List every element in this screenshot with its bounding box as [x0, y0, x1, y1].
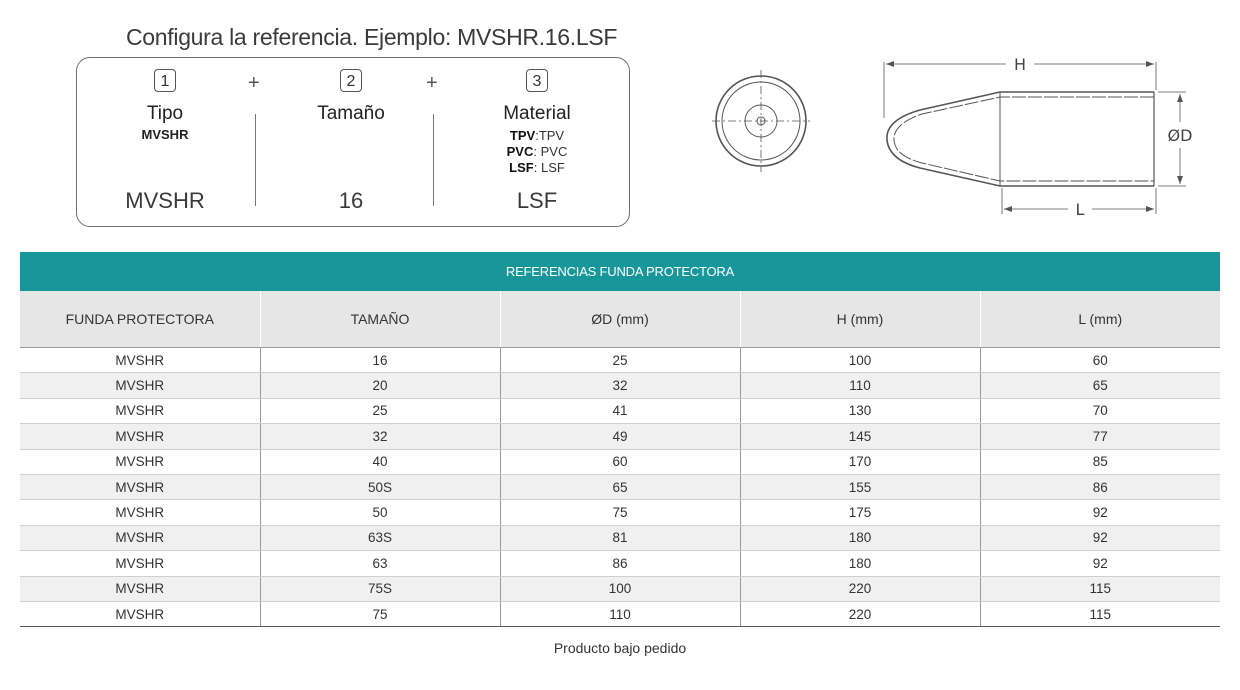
cell-h: 180 [740, 525, 980, 550]
cell-funda: MVSHR [20, 525, 260, 550]
reference-config-box [76, 57, 630, 227]
table-title: REFERENCIAS FUNDA PROTECTORA [20, 252, 1220, 291]
cell-l: 70 [980, 398, 1220, 423]
header-funda-protectora: FUNDA PROTECTORA [20, 291, 260, 348]
footnote: Producto bajo pedido [553, 640, 687, 656]
header-diametro: ØD (mm) [500, 291, 740, 348]
cell-h: 180 [740, 551, 980, 576]
config-column-tipo [115, 58, 215, 213]
table-header-row [20, 291, 1220, 348]
cell-funda: MVSHR [20, 474, 260, 499]
plus-sign: + [426, 72, 438, 94]
column-title-tamano: Tamaño [317, 103, 385, 124]
cell-l: 86 [980, 474, 1220, 499]
table-row [20, 424, 1220, 449]
cell-funda: MVSHR [20, 449, 260, 474]
config-column-material [472, 58, 602, 213]
column-value-material: LSF [516, 188, 558, 213]
cell-tamano: 63 [260, 551, 500, 576]
column-title-material: Material [503, 103, 571, 124]
cell-h: 130 [740, 398, 980, 423]
cell-h: 110 [740, 373, 980, 398]
cell-h: 100 [740, 348, 980, 373]
cell-l: 92 [980, 525, 1220, 550]
cell-tamano: 63S [260, 525, 500, 550]
cell-tamano: 75S [260, 576, 500, 601]
cell-h: 155 [740, 474, 980, 499]
cell-funda: MVSHR [20, 348, 260, 373]
config-title: Configura la referencia. Ejemplo: MVSHR.16.LSF [126, 24, 618, 50]
cell-funda: MVSHR [20, 601, 260, 626]
cell-diametro: 65 [500, 474, 740, 499]
table-row [20, 449, 1220, 474]
header-h: H (mm) [740, 291, 980, 348]
column-title-tipo: Tipo [146, 103, 184, 124]
cell-tamano: 20 [260, 373, 500, 398]
table-row [20, 474, 1220, 499]
cell-funda: MVSHR [20, 373, 260, 398]
cell-diametro: 100 [500, 576, 740, 601]
cell-l: 92 [980, 551, 1220, 576]
dimension-arrows [886, 61, 1183, 212]
material-option-pvc: PVC: PVC [506, 144, 568, 159]
table-row [20, 373, 1220, 398]
column-divider [255, 114, 256, 206]
table-row [20, 348, 1220, 373]
cell-funda: MVSHR [20, 398, 260, 423]
table-row [20, 398, 1220, 423]
column-value-tamano: 16 [338, 188, 364, 213]
cell-tamano: 16 [260, 348, 500, 373]
column-divider [433, 114, 434, 206]
d-dimension-label: ØD [1167, 126, 1193, 145]
table-body [20, 348, 1220, 627]
cell-funda: MVSHR [20, 424, 260, 449]
cell-funda: MVSHR [20, 500, 260, 525]
cell-diametro: 81 [500, 525, 740, 550]
cell-h: 145 [740, 424, 980, 449]
side-view-drawing [884, 62, 1186, 214]
cell-l: 115 [980, 576, 1220, 601]
table-row [20, 525, 1220, 550]
references-table [20, 291, 1220, 627]
cell-funda: MVSHR [20, 551, 260, 576]
cell-diametro: 75 [500, 500, 740, 525]
front-view-drawing [712, 70, 810, 172]
cell-l: 85 [980, 449, 1220, 474]
cell-diametro: 49 [500, 424, 740, 449]
header-l: L (mm) [980, 291, 1220, 348]
config-column-tamano [291, 58, 411, 213]
cell-diametro: 41 [500, 398, 740, 423]
cell-diametro: 110 [500, 601, 740, 626]
cell-tamano: 50 [260, 500, 500, 525]
cell-h: 220 [740, 601, 980, 626]
product-technical-drawing [700, 50, 1200, 230]
table-row [20, 576, 1220, 601]
material-option-lsf: LSF: LSF [509, 160, 565, 175]
h-dimension-label: H [1013, 55, 1027, 74]
material-option-tpv: TPV:TPV [509, 128, 565, 143]
cell-l: 115 [980, 601, 1220, 626]
table-row [20, 500, 1220, 525]
cell-diametro: 32 [500, 373, 740, 398]
cell-h: 170 [740, 449, 980, 474]
cell-diametro: 86 [500, 551, 740, 576]
plus-sign: + [248, 72, 260, 94]
cell-h: 220 [740, 576, 980, 601]
column-sub-tipo: MVSHR [141, 127, 189, 142]
cell-l: 60 [980, 348, 1220, 373]
step-number-3: 3 [526, 69, 548, 92]
cell-tamano: 40 [260, 449, 500, 474]
cell-l: 65 [980, 373, 1220, 398]
cell-l: 92 [980, 500, 1220, 525]
cell-funda: MVSHR [20, 576, 260, 601]
cell-diametro: 60 [500, 449, 740, 474]
cell-diametro: 25 [500, 348, 740, 373]
step-number-1: 1 [154, 69, 176, 92]
cell-l: 77 [980, 424, 1220, 449]
references-table-section [20, 252, 1220, 627]
column-value-tipo: MVSHR [125, 188, 205, 213]
cell-h: 175 [740, 500, 980, 525]
table-row [20, 601, 1220, 626]
cell-tamano: 75 [260, 601, 500, 626]
cell-tamano: 50S [260, 474, 500, 499]
l-dimension-label: L [1075, 200, 1085, 219]
header-tamano: TAMAÑO [260, 291, 500, 348]
cell-tamano: 32 [260, 424, 500, 449]
cell-tamano: 25 [260, 398, 500, 423]
step-number-2: 2 [340, 69, 362, 92]
table-row [20, 551, 1220, 576]
